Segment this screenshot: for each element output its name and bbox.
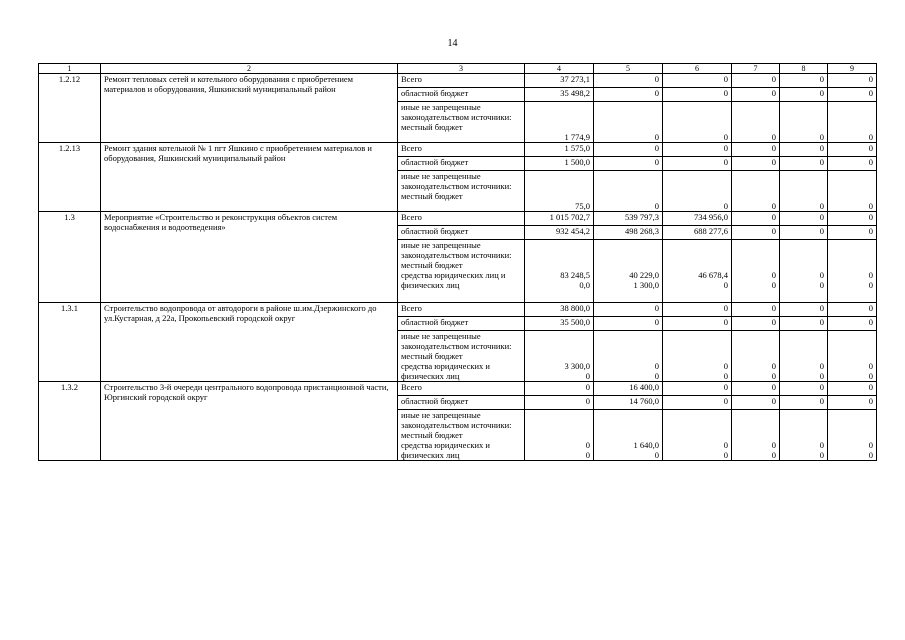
other-sources-header: иные не запрещенные законодательством источники: bbox=[401, 331, 512, 351]
item-number: 1.3.2 bbox=[39, 382, 101, 461]
value-line: 0 bbox=[771, 450, 776, 460]
value-line: 0 bbox=[771, 132, 776, 142]
value-line: 0 bbox=[771, 201, 776, 211]
value-line: 1 774,9 bbox=[564, 132, 590, 142]
value-line: 0 bbox=[771, 361, 776, 371]
value-line: 0 bbox=[819, 361, 824, 371]
value-cell: 0 bbox=[780, 143, 828, 157]
item-title: Ремонт здания котельной № 1 пгт Яшкино с приобретением материалов и оборудования, Яшкинский муниципальный район bbox=[101, 143, 398, 212]
value-line: 0 bbox=[723, 132, 728, 142]
item-title: Строительство 3-й очереди центрального водопровода пристанционной части, Юргинский городской округ bbox=[101, 382, 398, 461]
value-cell bbox=[663, 240, 732, 303]
source-label: областной бюджет bbox=[398, 317, 525, 331]
value-line: 0 bbox=[868, 371, 873, 381]
value-line: 0 bbox=[819, 280, 824, 290]
value-cell bbox=[732, 410, 780, 461]
value-cell: 0 bbox=[732, 157, 780, 171]
source-label: областной бюджет bbox=[398, 226, 525, 240]
value-cell: 0 bbox=[780, 303, 828, 317]
column-header: 4 bbox=[525, 64, 594, 74]
other-sources-header: иные не запрещенные законодательством источники: bbox=[401, 410, 512, 430]
value-cell: 1 575,0 bbox=[525, 143, 594, 157]
value-line: 0 bbox=[868, 270, 873, 280]
item-number: 1.2.13 bbox=[39, 143, 101, 212]
value-line: 0 bbox=[771, 280, 776, 290]
other-sources-header: иные не запрещенные законодательством источники: bbox=[401, 240, 512, 260]
value-cell bbox=[780, 240, 828, 303]
value-cell bbox=[594, 240, 663, 303]
value-cell: 0 bbox=[663, 382, 732, 396]
value-cell: 0 bbox=[663, 396, 732, 410]
source-label bbox=[398, 240, 525, 303]
value-line: 0 bbox=[819, 371, 824, 381]
value-line: 75,0 bbox=[575, 201, 590, 211]
value-line: 0 bbox=[585, 371, 590, 381]
value-cell: 16 400,0 bbox=[594, 382, 663, 396]
column-number-row bbox=[39, 64, 877, 74]
source-line-label: местный бюджет bbox=[401, 260, 463, 270]
source-line-label: средства юридических лиц и физических лиц bbox=[401, 270, 506, 290]
value-cell bbox=[828, 331, 877, 382]
item-title: Ремонт тепловых сетей и котельного оборудования с приобретением материалов и оборудования, Яшкинский муниципальный район bbox=[101, 74, 398, 143]
value-cell: 0 bbox=[663, 88, 732, 102]
value-cell bbox=[732, 102, 780, 143]
value-cell: 0 bbox=[828, 212, 877, 226]
value-cell: 0 bbox=[828, 396, 877, 410]
item-number: 1.3 bbox=[39, 212, 101, 303]
value-line: 0 bbox=[654, 371, 659, 381]
value-line: 0 bbox=[654, 450, 659, 460]
value-cell bbox=[525, 171, 594, 212]
value-cell: 0 bbox=[828, 303, 877, 317]
value-line: 0 bbox=[868, 132, 873, 142]
value-cell bbox=[663, 331, 732, 382]
value-cell: 0 bbox=[663, 157, 732, 171]
value-cell bbox=[663, 410, 732, 461]
value-cell: 0 bbox=[663, 317, 732, 331]
value-line: 0 bbox=[585, 450, 590, 460]
value-cell: 688 277,6 bbox=[663, 226, 732, 240]
value-cell bbox=[663, 102, 732, 143]
value-cell: 734 956,0 bbox=[663, 212, 732, 226]
value-line: 0 bbox=[868, 450, 873, 460]
value-line: 3 300,0 bbox=[564, 361, 590, 371]
value-cell bbox=[828, 171, 877, 212]
value-cell bbox=[828, 240, 877, 303]
value-cell: 0 bbox=[732, 317, 780, 331]
column-header: 8 bbox=[780, 64, 828, 74]
value-cell bbox=[780, 102, 828, 143]
value-line: 0 bbox=[654, 132, 659, 142]
value-cell: 0 bbox=[828, 143, 877, 157]
value-line: 0 bbox=[771, 440, 776, 450]
value-cell: 0 bbox=[525, 396, 594, 410]
value-cell: 0 bbox=[594, 88, 663, 102]
value-cell bbox=[663, 171, 732, 212]
value-line: 0 bbox=[819, 132, 824, 142]
source-line-label: местный бюджет bbox=[401, 122, 463, 132]
source-line-label: средства юридических и физических лиц bbox=[401, 440, 490, 460]
value-cell: 1 500,0 bbox=[525, 157, 594, 171]
other-sources-header: иные не запрещенные законодательством источники: bbox=[401, 102, 512, 122]
value-cell: 0 bbox=[732, 74, 780, 88]
value-cell: 0 bbox=[780, 74, 828, 88]
value-cell: 0 bbox=[828, 226, 877, 240]
value-cell: 0 bbox=[780, 226, 828, 240]
value-cell bbox=[780, 410, 828, 461]
value-cell bbox=[780, 331, 828, 382]
value-cell: 498 268,3 bbox=[594, 226, 663, 240]
value-line: 0,0 bbox=[579, 280, 590, 290]
budget-table bbox=[38, 63, 877, 461]
table-row bbox=[39, 74, 877, 88]
value-cell: 0 bbox=[780, 317, 828, 331]
column-header: 1 bbox=[39, 64, 101, 74]
other-sources-header: иные не запрещенные законодательством источники: bbox=[401, 171, 512, 191]
value-cell: 0 bbox=[780, 396, 828, 410]
value-cell bbox=[594, 410, 663, 461]
value-line: 0 bbox=[771, 270, 776, 280]
value-line: 0 bbox=[723, 450, 728, 460]
value-cell: 539 797,3 bbox=[594, 212, 663, 226]
source-label: Всего bbox=[398, 74, 525, 88]
column-header: 2 bbox=[101, 64, 398, 74]
column-header: 7 bbox=[732, 64, 780, 74]
value-cell bbox=[525, 410, 594, 461]
table-row bbox=[39, 212, 877, 226]
source-line-label: средства юридических и физических лиц bbox=[401, 361, 490, 381]
value-line: 0 bbox=[654, 201, 659, 211]
table-body bbox=[39, 74, 877, 461]
value-line: 0 bbox=[868, 440, 873, 450]
table-row bbox=[39, 382, 877, 396]
value-cell: 37 273,1 bbox=[525, 74, 594, 88]
value-cell: 1 015 702,7 bbox=[525, 212, 594, 226]
value-cell bbox=[828, 102, 877, 143]
value-line: 40 229,0 bbox=[629, 270, 659, 280]
value-cell: 0 bbox=[732, 143, 780, 157]
value-cell bbox=[732, 331, 780, 382]
value-line: 0 bbox=[723, 371, 728, 381]
value-cell: 0 bbox=[828, 74, 877, 88]
item-title: Мероприятие «Строительство и реконструкция объектов систем водоснабжения и водоотведения» bbox=[101, 212, 398, 303]
source-line-label: местный бюджет bbox=[401, 191, 463, 201]
value-line: 0 bbox=[868, 201, 873, 211]
value-line: 0 bbox=[819, 440, 824, 450]
column-header: 6 bbox=[663, 64, 732, 74]
value-line: 0 bbox=[723, 280, 728, 290]
value-cell: 35 498,2 bbox=[525, 88, 594, 102]
value-cell: 0 bbox=[780, 382, 828, 396]
value-line: 0 bbox=[654, 361, 659, 371]
value-cell bbox=[594, 331, 663, 382]
value-line: 1 300,0 bbox=[633, 280, 659, 290]
value-cell: 0 bbox=[663, 303, 732, 317]
source-label: Всего bbox=[398, 382, 525, 396]
value-line: 0 bbox=[585, 440, 590, 450]
value-line: 0 bbox=[771, 371, 776, 381]
source-label: областной бюджет bbox=[398, 157, 525, 171]
column-header: 9 bbox=[828, 64, 877, 74]
column-header: 3 bbox=[398, 64, 525, 74]
value-line: 46 678,4 bbox=[698, 270, 728, 280]
table-row bbox=[39, 303, 877, 317]
source-label: областной бюджет bbox=[398, 396, 525, 410]
value-cell: 0 bbox=[828, 317, 877, 331]
value-line: 1 640,0 bbox=[633, 440, 659, 450]
value-cell bbox=[732, 240, 780, 303]
value-line: 83 248,5 bbox=[560, 270, 590, 280]
value-cell: 0 bbox=[828, 157, 877, 171]
value-line: 0 bbox=[868, 361, 873, 371]
table-row bbox=[39, 143, 877, 157]
value-cell: 0 bbox=[594, 143, 663, 157]
source-label: Всего bbox=[398, 303, 525, 317]
value-cell: 0 bbox=[663, 74, 732, 88]
column-header: 5 bbox=[594, 64, 663, 74]
value-cell: 0 bbox=[828, 88, 877, 102]
item-number: 1.2.12 bbox=[39, 74, 101, 143]
value-cell: 0 bbox=[525, 382, 594, 396]
source-label bbox=[398, 410, 525, 461]
value-cell: 0 bbox=[732, 396, 780, 410]
value-cell: 0 bbox=[594, 157, 663, 171]
value-cell: 0 bbox=[732, 88, 780, 102]
value-cell bbox=[525, 331, 594, 382]
value-line: 0 bbox=[819, 450, 824, 460]
source-label bbox=[398, 171, 525, 212]
value-cell: 932 454,2 bbox=[525, 226, 594, 240]
value-cell: 0 bbox=[828, 382, 877, 396]
value-line: 0 bbox=[723, 361, 728, 371]
value-cell bbox=[780, 171, 828, 212]
value-cell bbox=[594, 171, 663, 212]
item-number: 1.3.1 bbox=[39, 303, 101, 382]
value-cell bbox=[828, 410, 877, 461]
value-cell: 0 bbox=[594, 303, 663, 317]
value-cell: 0 bbox=[663, 143, 732, 157]
source-label: Всего bbox=[398, 212, 525, 226]
value-cell: 38 800,0 bbox=[525, 303, 594, 317]
value-line: 0 bbox=[819, 201, 824, 211]
value-cell bbox=[525, 102, 594, 143]
value-cell: 0 bbox=[780, 212, 828, 226]
source-label: областной бюджет bbox=[398, 88, 525, 102]
value-cell: 0 bbox=[732, 382, 780, 396]
value-line: 0 bbox=[868, 280, 873, 290]
source-line-label: местный бюджет bbox=[401, 430, 463, 440]
value-cell: 0 bbox=[732, 226, 780, 240]
value-cell bbox=[732, 171, 780, 212]
item-title: Строительство водопровода от автодороги в районе ш.им.Дзержинского до ул.Кустарная, д 22а, Прокопьевский городской округ bbox=[101, 303, 398, 382]
value-cell: 35 500,0 bbox=[525, 317, 594, 331]
value-cell bbox=[525, 240, 594, 303]
value-cell: 14 760,0 bbox=[594, 396, 663, 410]
value-cell: 0 bbox=[732, 303, 780, 317]
value-cell: 0 bbox=[732, 212, 780, 226]
source-label bbox=[398, 331, 525, 382]
value-cell: 0 bbox=[594, 74, 663, 88]
value-line: 0 bbox=[723, 440, 728, 450]
value-cell: 0 bbox=[780, 157, 828, 171]
value-cell: 0 bbox=[780, 88, 828, 102]
value-cell: 0 bbox=[594, 317, 663, 331]
value-cell bbox=[594, 102, 663, 143]
page-number: 14 bbox=[447, 38, 458, 49]
source-label bbox=[398, 102, 525, 143]
source-label: Всего bbox=[398, 143, 525, 157]
value-line: 0 bbox=[819, 270, 824, 280]
value-line: 0 bbox=[723, 201, 728, 211]
source-line-label: местный бюджет bbox=[401, 351, 463, 361]
